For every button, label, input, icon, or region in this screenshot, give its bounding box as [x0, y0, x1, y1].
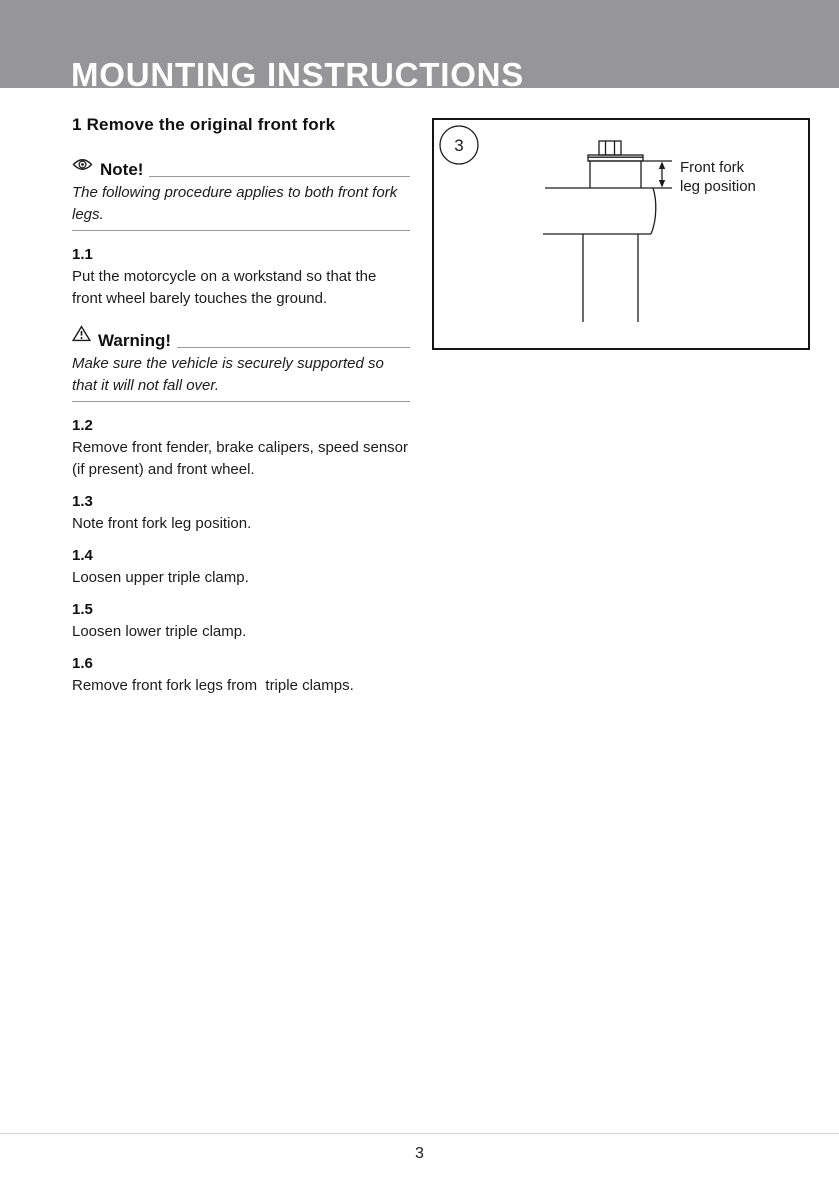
section-heading: 1 Remove the original front fork	[72, 115, 336, 134]
step-number: 1.5	[72, 601, 93, 618]
step-number: 1.1	[72, 246, 93, 263]
fork-leg-diagram	[434, 120, 808, 348]
step-text: Put the motorcycle on a workstand so that the front wheel barely touches the ground.	[72, 268, 381, 307]
page-header-bar	[0, 0, 839, 88]
step-text: Loosen upper triple clamp.	[72, 569, 249, 586]
note-heading-rule	[149, 176, 410, 177]
footer-divider	[0, 1133, 839, 1134]
warning-heading-rule	[177, 347, 410, 348]
page-number: 3	[415, 1145, 424, 1162]
step-1-3	[72, 490, 410, 535]
step-text: Loosen lower triple clamp.	[72, 623, 247, 640]
callout-line-1: Front fork	[680, 159, 745, 176]
eye-icon	[72, 158, 93, 176]
warning-label: Warning!	[98, 331, 172, 350]
note-text: The following procedure applies to both front fork legs.	[72, 182, 410, 231]
step-1-1	[72, 243, 410, 310]
page-title: MOUNTING INSTRUCTIONS	[71, 56, 525, 88]
warning-heading	[72, 325, 410, 350]
step-number: 1.6	[72, 655, 93, 672]
step-1-5	[72, 598, 410, 643]
figure-number: 3	[454, 136, 464, 155]
instruction-column	[72, 107, 413, 697]
step-number: 1.4	[72, 547, 93, 564]
step-1-2	[72, 414, 413, 481]
step-number: 1.2	[72, 417, 93, 434]
callout-line-2: leg position	[680, 178, 756, 195]
warning-triangle-icon	[72, 325, 91, 347]
figure-3-box	[432, 118, 810, 350]
warning-text: Make sure the vehicle is securely supported so that it will not fall over.	[72, 353, 410, 402]
step-1-6	[72, 652, 410, 697]
step-number: 1.3	[72, 493, 93, 510]
step-text: Remove front fork legs from triple clamps.	[72, 677, 354, 694]
step-1-4	[72, 544, 410, 589]
step-text: Remove front fender, brake calipers, speed sensor (if present) and front wheel.	[72, 439, 413, 478]
step-text: Note front fork leg position.	[72, 515, 252, 532]
note-label: Note!	[100, 160, 144, 179]
note-heading	[72, 158, 410, 179]
